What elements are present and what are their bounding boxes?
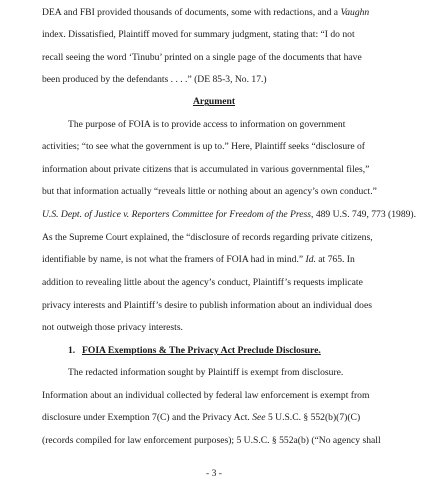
paragraph-2-line-3: information about private citizens that is accumulated in various governmental files,” [42, 164, 370, 176]
argument-heading: Argument [192, 96, 236, 108]
paragraph-2-line-4: but that information actually “reveals little or nothing about an agency’s own conduct.” [42, 186, 377, 198]
paragraph-1-line-3: recall seeing the word ‘Tinubu’ printed on a single page of the documents that have [42, 51, 362, 63]
paragraph-1-line-1: DEA and FBI provided thousands of documents, some with redactions, and a Vaughn [42, 6, 370, 18]
paragraph-1-line-2: index. Dissatisfied, Plaintiff moved for summary judgment, stating that: “I do not [42, 28, 355, 40]
paragraph-3-line-1: The redacted information sought by Plaintiff is exempt from disclosure. [68, 366, 344, 378]
paragraph-2-line-9: privacy interests and Plaintiff’s desire to publish information about an individual does [42, 299, 372, 311]
section-1-title: FOIA Exemptions & The Privacy Act Preclude Disclosure. [82, 344, 321, 356]
page-number: - 3 - [206, 468, 222, 479]
paragraph-2-line-1: The purpose of FOIA is to provide access to information on government [68, 119, 346, 131]
paragraph-1-line-4: been produced by the defendants . . . .” (DE 85-3, No. 17.) [42, 73, 267, 85]
paragraph-2-line-2: activities; “to see what the government is up to.” Here, Plaintiff seeks “disclosure of [42, 141, 365, 153]
paragraph-2-line-7: identifiable by name, is not what the framers of FOIA had in mind.” Id. at 765. In [42, 254, 355, 266]
case-citation-italic: U.S. Dept. of Justice v. Reporters Committee for Freedom of the Press [42, 209, 312, 221]
paragraph-2-line-6: As the Supreme Court explained, the “disclosure of records regarding private citizens, [42, 232, 373, 244]
see-signal-italic: See [252, 411, 266, 423]
paragraph-3-line-2: Information about an individual collected by federal law enforcement is exempt from [42, 389, 370, 401]
section-1-number: 1. [68, 344, 76, 356]
vaughn-italic: Vaughn [340, 6, 370, 18]
paragraph-3-line-3: disclosure under Exemption 7(C) and the Privacy Act. See 5 U.S.C. § 552(b)(7)(C) [42, 411, 361, 423]
paragraph-2-line-10: not outweigh those privacy interests. [42, 321, 183, 333]
id-citation-italic: Id. [305, 254, 316, 266]
paragraph-2-line-8: addition to revealing little about the agency’s conduct, Plaintiff’s requests implicate [42, 276, 363, 288]
paragraph-3-line-4: (records compiled for law enforcement purposes); 5 U.S.C. § 552a(b) (“No agency shall [42, 434, 381, 446]
paragraph-2-line-5: U.S. Dept. of Justice v. Reporters Committee for Freedom of the Press, 489 U.S. 749, 773 (1989). [42, 209, 417, 221]
